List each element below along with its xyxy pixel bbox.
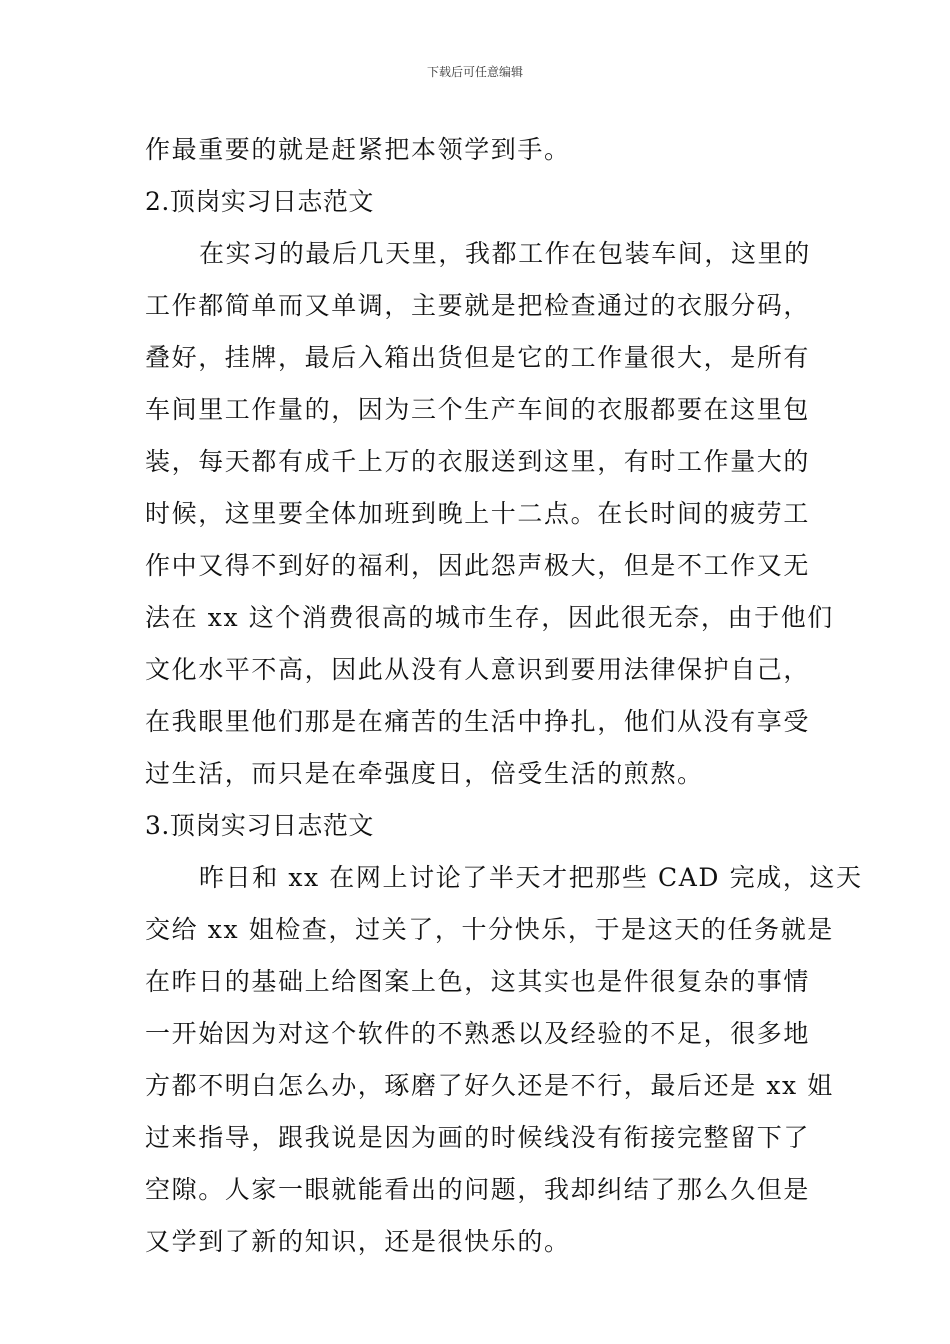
text-line: 法在 xx 这个消费很高的城市生存，因此很无奈，由于他们 [145,603,834,632]
text-line: 时候，这里要全体加班到晚上十二点。在长时间的疲劳工 [145,499,811,528]
text-line: 过生活，而只是在牵强度日，倍受生活的煎熬。 [145,759,704,788]
text-line: 叠好，挂牌，最后入箱出货但是它的工作量很大，是所有 [145,343,811,372]
text-line: 在我眼里他们那是在痛苦的生活中挣扎，他们从没有享受 [145,707,811,736]
text-line: 工作都简单而又单调，主要就是把检查通过的衣服分码， [145,291,811,320]
text-line: 昨日和 xx 在网上讨论了半天才把那些 CAD 完成，这天 [199,863,863,892]
text-line: 一开始因为对这个软件的不熟悉以及经验的不足，很多地 [145,1019,811,1048]
text-line: 在实习的最后几天里，我都工作在包装车间，这里的 [199,239,811,268]
text-line: 车间里工作量的，因为三个生产车间的衣服都要在这里包 [145,395,811,424]
page-header-note: 下载后可任意编辑 [426,65,523,79]
text-line: 交给 xx 姐检查，过关了，十分快乐，于是这天的任务就是 [145,915,834,944]
text-line: 文化水平不高，因此从没有人意识到要用法律保护自己， [145,655,811,684]
text-line: 又学到了新的知识，还是很快乐的。 [145,1227,571,1256]
section-heading-2: 2.顶岗实习日志范文 [145,187,374,216]
section-heading-3: 3.顶岗实习日志范文 [145,811,374,840]
document-body [145,124,863,1268]
text-line: 空隙。人家一眼就能看出的问题，我却纠结了那么久但是 [145,1175,811,1204]
text-line: 过来指导，跟我说是因为画的时候线没有衔接完整留下了 [145,1123,811,1152]
text-line: 装，每天都有成千上万的衣服送到这里，有时工作量大的 [145,447,811,476]
text-line: 在昨日的基础上给图案上色，这其实也是件很复杂的事情 [145,967,811,996]
text-line: 作中又得不到好的福利，因此怨声极大，但是不工作又无 [145,551,811,580]
text-line: 方都不明白怎么办，琢磨了好久还是不行，最后还是 xx 姐 [145,1071,834,1100]
text-line: 作最重要的就是赶紧把本领学到手。 [145,135,571,164]
